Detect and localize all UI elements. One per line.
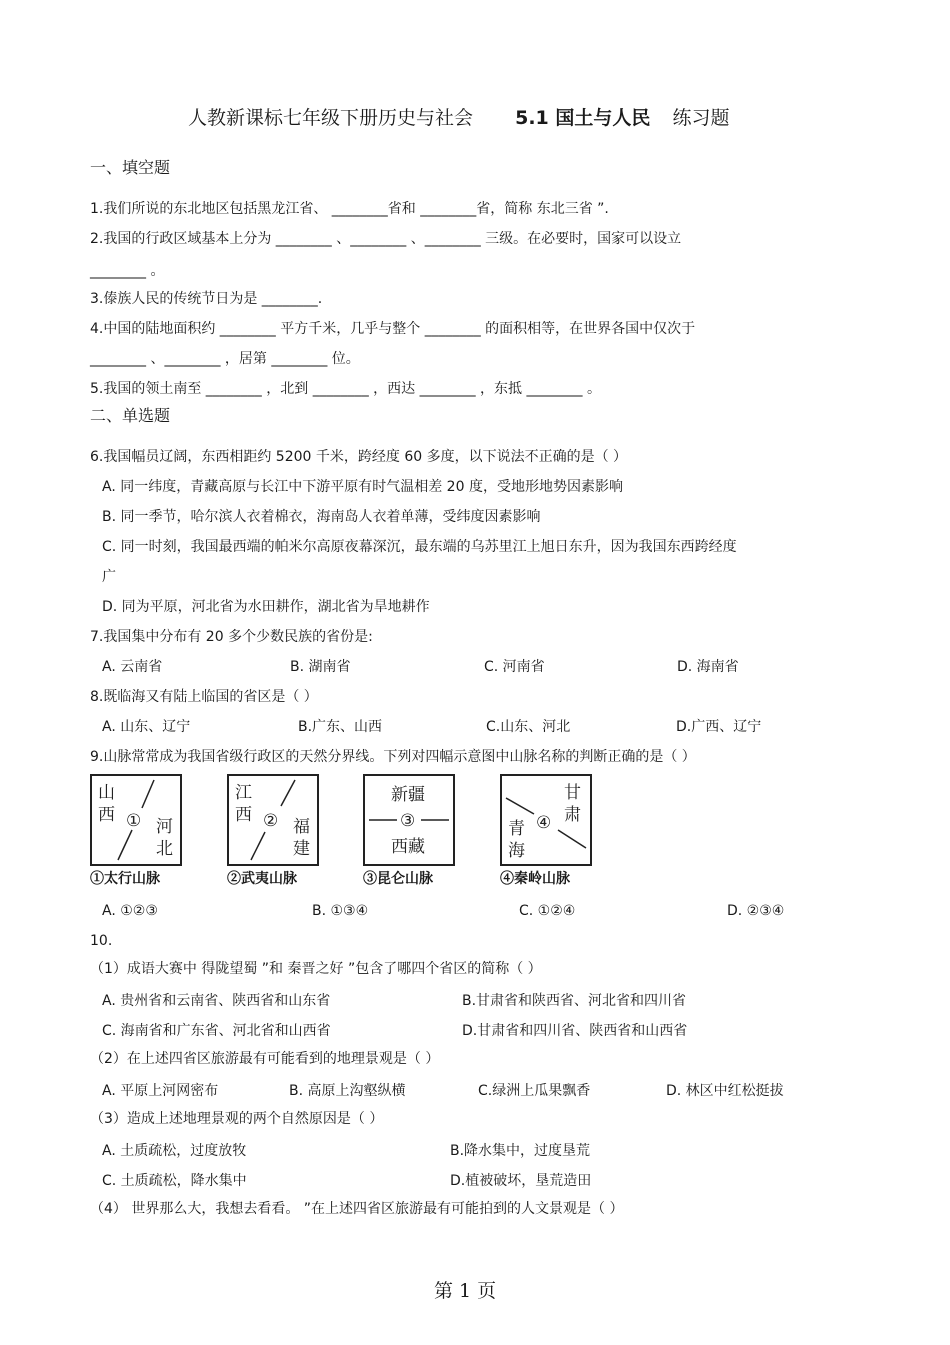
question-6: 6.我国幅员辽阔，东西相距约 5200 千米，跨经度 60 多度，以下说法不正确的是（ ） [90,449,628,465]
fig1-num: ① [126,811,142,831]
fig2-left1: 江 [235,783,252,803]
caption-taihang: ①太行山脉 [90,871,160,887]
fig2-left2: 西 [235,805,252,825]
question-10-4: （4） 世界那么大，我想去看看。 ”在上述四省区旅游最有可能拍到的人文景观是（ ） [90,1201,624,1217]
question-10-1: （1）成语大赛中 得陇望蜀 ”和 秦晋之好 ”包含了哪四个省区的简称（ ） [90,961,542,977]
option-7b: B. 湖南省 [290,659,351,675]
option-7d: D. 海南省 [677,659,739,675]
fig3-top: 新疆 [391,785,425,805]
fig4-left2: 海 [508,841,525,861]
question-4-cont: ________ 、________ ，居第 ________ 位。 [90,351,360,367]
figure-qinling [500,774,592,866]
figure-wuyi-drawing [229,776,317,864]
page-number: 第 1 页 [434,1280,497,1302]
figure-taihang-drawing [92,776,180,864]
option-9c: C. ①②④ [519,903,576,919]
fig4-right1: 甘 [564,783,581,803]
option-9a: A. ①②③ [102,903,158,919]
fig1-right1: 河 [156,817,173,837]
option-6c: C. 同一时刻，我国最西端的帕米尔高原夜幕深沉，最东端的乌苏里江上旭日东升，因为我国东西跨经度 [102,539,737,555]
question-5: 5.我国的领土南至 ________ ，北到 ________ ，西达 ________ ，东抵 ________ 。 [90,381,601,397]
option-6c-cont: 广 [102,569,116,585]
option-9b: B. ①③④ [312,903,369,919]
title-suffix: 练习题 [672,107,730,129]
section-fill-blank: 一、填空题 [90,158,171,177]
option-8d: D.广西、辽宁 [676,719,762,735]
fig4-left1: 青 [508,819,525,839]
question-10: 10. [90,933,113,949]
option-10-1c: C. 海南省和广东省、河北省和山西省 [102,1023,331,1039]
option-6b: B. 同一季节，哈尔滨人衣着棉衣，海南岛人衣着单薄，受纬度因素影响 [102,509,541,525]
option-10-1a: A. 贵州省和云南省、陕西省和山东省 [102,993,331,1009]
fig4-right2: 肃 [564,805,581,825]
option-6a: A. 同一纬度，青藏高原与长江中下游平原有时气温相差 20 度，受地形地势因素影响 [102,479,623,495]
figure-kunlun [363,774,455,866]
option-9d: D. ②③④ [727,903,785,919]
option-10-3c: C. 土质疏松，降水集中 [102,1173,247,1189]
figure-taihang [90,774,182,866]
option-10-2b: B. 高原上沟壑纵横 [289,1083,406,1099]
figure-kunlun-drawing [365,776,453,864]
fig2-right2: 建 [293,839,310,859]
title-unit: 5.1 国土与人民 [515,107,651,129]
option-10-1b: B.甘肃省和陕西省、河北省和四川省 [462,993,687,1009]
caption-kunlun: ③昆仑山脉 [363,871,433,887]
fig1-left1: 山 [98,783,115,803]
question-3: 3.傣族人民的传统节日为是 ________. [90,291,323,307]
option-10-3d: D.植被破坏，垦荒造田 [450,1173,592,1189]
option-10-2a: A. 平原上河网密布 [102,1083,219,1099]
fig2-right1: 福 [293,817,310,837]
title-main: 人教新课标七年级下册历史与社会 [188,107,474,129]
option-6d: D. 同为平原，河北省为水田耕作，湖北省为旱地耕作 [102,599,430,615]
option-10-2c: C.绿洲上瓜果飘香 [478,1083,591,1099]
fig3-num: ③ [400,811,416,831]
option-8c: C.山东、河北 [486,719,571,735]
option-10-2d: D. 林区中红松挺拔 [666,1083,784,1099]
question-4: 4.中国的陆地面积约 ________ 平方千米，几乎与整个 ________ 的面积相等，在世界各国中仅次于 [90,321,696,337]
question-2: 2.我国的行政区域基本上分为 ________ 、________ 、________ 三级。在必要时，国家可以设立 [90,231,682,247]
page-title [188,106,730,130]
caption-qinling: ④秦岭山脉 [500,871,570,887]
question-9: 9.山脉常常成为我国省级行政区的天然分界线。下列对四幅示意图中山脉名称的判断正确的是（ ） [90,749,696,765]
question-10-3: （3）造成上述地理景观的两个自然原因是（ ） [90,1111,384,1127]
figure-qinling-drawing [502,776,590,864]
option-10-1d: D.甘肃省和四川省、陕西省和山西省 [462,1023,688,1039]
fig4-num: ④ [536,813,552,833]
option-7c: C. 河南省 [484,659,545,675]
option-7a: A. 云南省 [102,659,163,675]
question-8: 8.既临海又有陆上临国的省区是（ ） [90,689,318,705]
question-1: 1.我们所说的东北地区包括黑龙江省、 ________省和 ________省，简称 东北三省 ”. [90,201,609,217]
caption-wuyi: ②武夷山脉 [227,871,297,887]
fig1-left2: 西 [98,805,115,825]
fig1-right2: 北 [156,839,173,859]
fig2-num: ② [263,811,279,831]
figure-wuyi [227,774,319,866]
option-8a: A. 山东、辽宁 [102,719,191,735]
question-2-cont: ________ 。 [90,263,165,279]
fig3-bottom: 西藏 [391,837,425,857]
option-10-3b: B.降水集中，过度垦荒 [450,1143,591,1159]
question-10-2: （2）在上述四省区旅游最有可能看到的地理景观是（ ） [90,1051,440,1067]
option-10-3a: A. 土质疏松，过度放牧 [102,1143,247,1159]
question-7: 7.我国集中分布有 20 多个少数民族的省份是: [90,629,373,645]
section-single-choice: 二、单选题 [90,406,171,425]
option-8b: B.广东、山西 [298,719,383,735]
